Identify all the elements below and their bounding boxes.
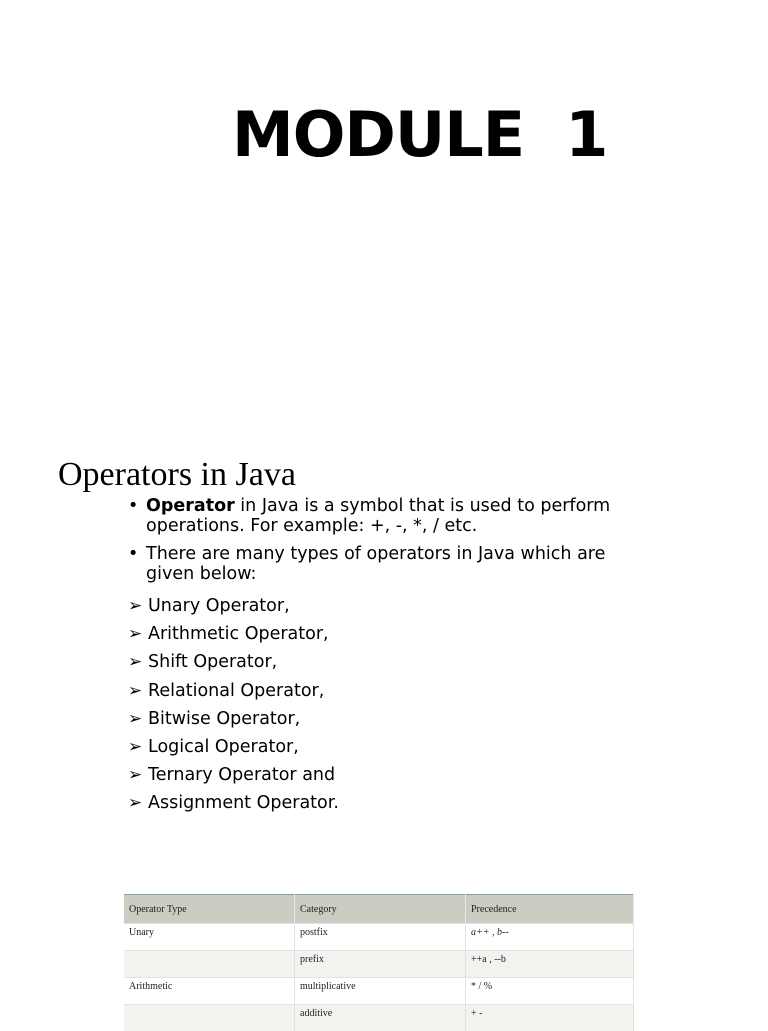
bullet-glyph: • xyxy=(128,496,146,536)
table-cell: prefix xyxy=(295,951,466,978)
list-item xyxy=(128,733,628,761)
table-row xyxy=(124,1005,634,1031)
table-header-cell: Category xyxy=(295,895,466,924)
bullet-bold-term: Operator xyxy=(146,496,235,516)
table-cell: ++a , --b xyxy=(466,951,634,978)
module-title: MODULE 1 xyxy=(232,104,607,166)
section-heading: Operators in Java xyxy=(58,458,296,492)
list-item xyxy=(128,789,628,817)
table-header-cell: Operator Type xyxy=(124,895,295,924)
table-cell: a++ , b-- xyxy=(466,924,634,951)
table-cell xyxy=(124,1005,295,1031)
table-header-row xyxy=(124,895,634,924)
arrow-icon: ➢ xyxy=(128,681,148,701)
table-cell: Unary xyxy=(124,924,295,951)
list-item-label: Ternary Operator and xyxy=(148,765,335,785)
list-item-label: Arithmetic Operator, xyxy=(148,624,329,644)
list-item xyxy=(128,620,628,648)
bullet-text: There are many types of operators in Java which are given below: xyxy=(146,544,628,584)
table-cell: Arithmetic xyxy=(124,978,295,1005)
table-cell: * / % xyxy=(466,978,634,1005)
table-header-cell: Precedence xyxy=(466,895,634,924)
list-item-label: Unary Operator, xyxy=(148,596,290,616)
arrow-icon: ➢ xyxy=(128,709,148,729)
list-item xyxy=(128,677,628,705)
table-cell: + - xyxy=(466,1005,634,1031)
table-row xyxy=(124,951,634,978)
list-item-label: Relational Operator, xyxy=(148,681,324,701)
bullet-item xyxy=(128,544,628,584)
arrow-icon: ➢ xyxy=(128,624,148,644)
bullet-text xyxy=(146,496,628,536)
list-item xyxy=(128,705,628,733)
table-row xyxy=(124,978,634,1005)
bullet-glyph: • xyxy=(128,544,146,584)
bullet-rest-text: in Java is a symbol that is used to perform operations. For example: +, -, *, / etc. xyxy=(146,496,610,536)
arrow-icon: ➢ xyxy=(128,737,148,757)
list-item xyxy=(128,648,628,676)
table-cell: multiplicative xyxy=(295,978,466,1005)
list-item-label: Shift Operator, xyxy=(148,652,277,672)
table-cell xyxy=(124,951,295,978)
table-cell: additive xyxy=(295,1005,466,1031)
list-item-label: Bitwise Operator, xyxy=(148,709,300,729)
list-item xyxy=(128,761,628,789)
list-item xyxy=(128,592,628,620)
list-item-label: Logical Operator, xyxy=(148,737,299,757)
table-row xyxy=(124,924,634,951)
table-cell: postfix xyxy=(295,924,466,951)
arrow-icon: ➢ xyxy=(128,793,148,813)
list-item-label: Assignment Operator. xyxy=(148,793,339,813)
arrow-icon: ➢ xyxy=(128,652,148,672)
operator-type-list xyxy=(128,592,628,818)
arrow-icon: ➢ xyxy=(128,765,148,785)
operator-precedence-table xyxy=(124,894,634,1031)
arrow-icon: ➢ xyxy=(128,596,148,616)
bullet-item xyxy=(128,496,628,536)
content-body xyxy=(128,496,628,818)
